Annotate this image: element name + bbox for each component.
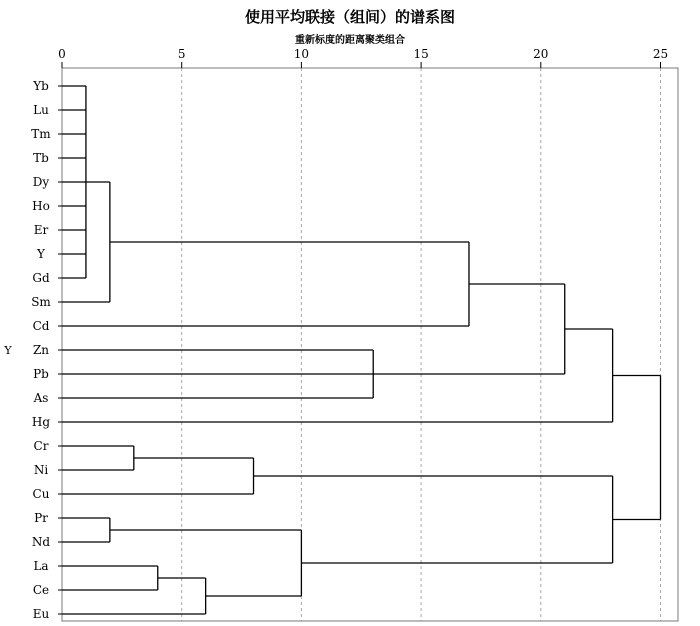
chart-subtitle: 重新标度的距离聚类组合 (295, 35, 405, 46)
x-tick-label: 0 (58, 47, 66, 61)
leaf-label: Ho (32, 199, 50, 213)
leaf-label: Pr (34, 511, 48, 525)
x-axis (58, 47, 668, 68)
leaf-label: Zn (32, 343, 50, 357)
leaf-label: Yb (33, 79, 49, 93)
leaf-labels (31, 79, 62, 621)
leaf-label: Gd (32, 271, 50, 285)
dendrogram-links (62, 86, 661, 614)
leaf-label: Y (37, 247, 45, 261)
leaf-label: Sm (31, 295, 51, 309)
leaf-label: Nd (31, 535, 51, 549)
x-tick-label: 10 (293, 47, 310, 61)
leaf-label: Cu (32, 487, 50, 501)
leaf-label: Hg (31, 415, 51, 429)
leaf-label: Eu (32, 607, 50, 621)
x-tick-label: 15 (413, 47, 429, 61)
grid-layer (182, 68, 661, 621)
plot-frame (62, 68, 678, 621)
y-axis-label: Y (4, 344, 12, 357)
x-tick-label: 5 (177, 47, 186, 61)
x-tick-label: 25 (652, 47, 669, 61)
chart-title: 使用平均联接（组间）的谱系图 (244, 8, 455, 26)
leaf-label: La (33, 559, 49, 573)
leaf-label: Cr (33, 439, 49, 453)
leaf-label: Dy (32, 175, 50, 189)
leaf-label: Tm (31, 127, 51, 141)
leaf-label: Lu (33, 103, 49, 117)
leaf-label: Tb (33, 151, 49, 165)
leaf-label: Ce (32, 583, 50, 597)
leaf-label: As (33, 391, 49, 405)
leaf-label: Ni (33, 463, 49, 477)
x-tick-label: 20 (533, 47, 549, 61)
leaf-label: Pb (33, 367, 49, 381)
leaf-label: Er (33, 223, 49, 237)
leaf-label: Cd (32, 319, 50, 333)
